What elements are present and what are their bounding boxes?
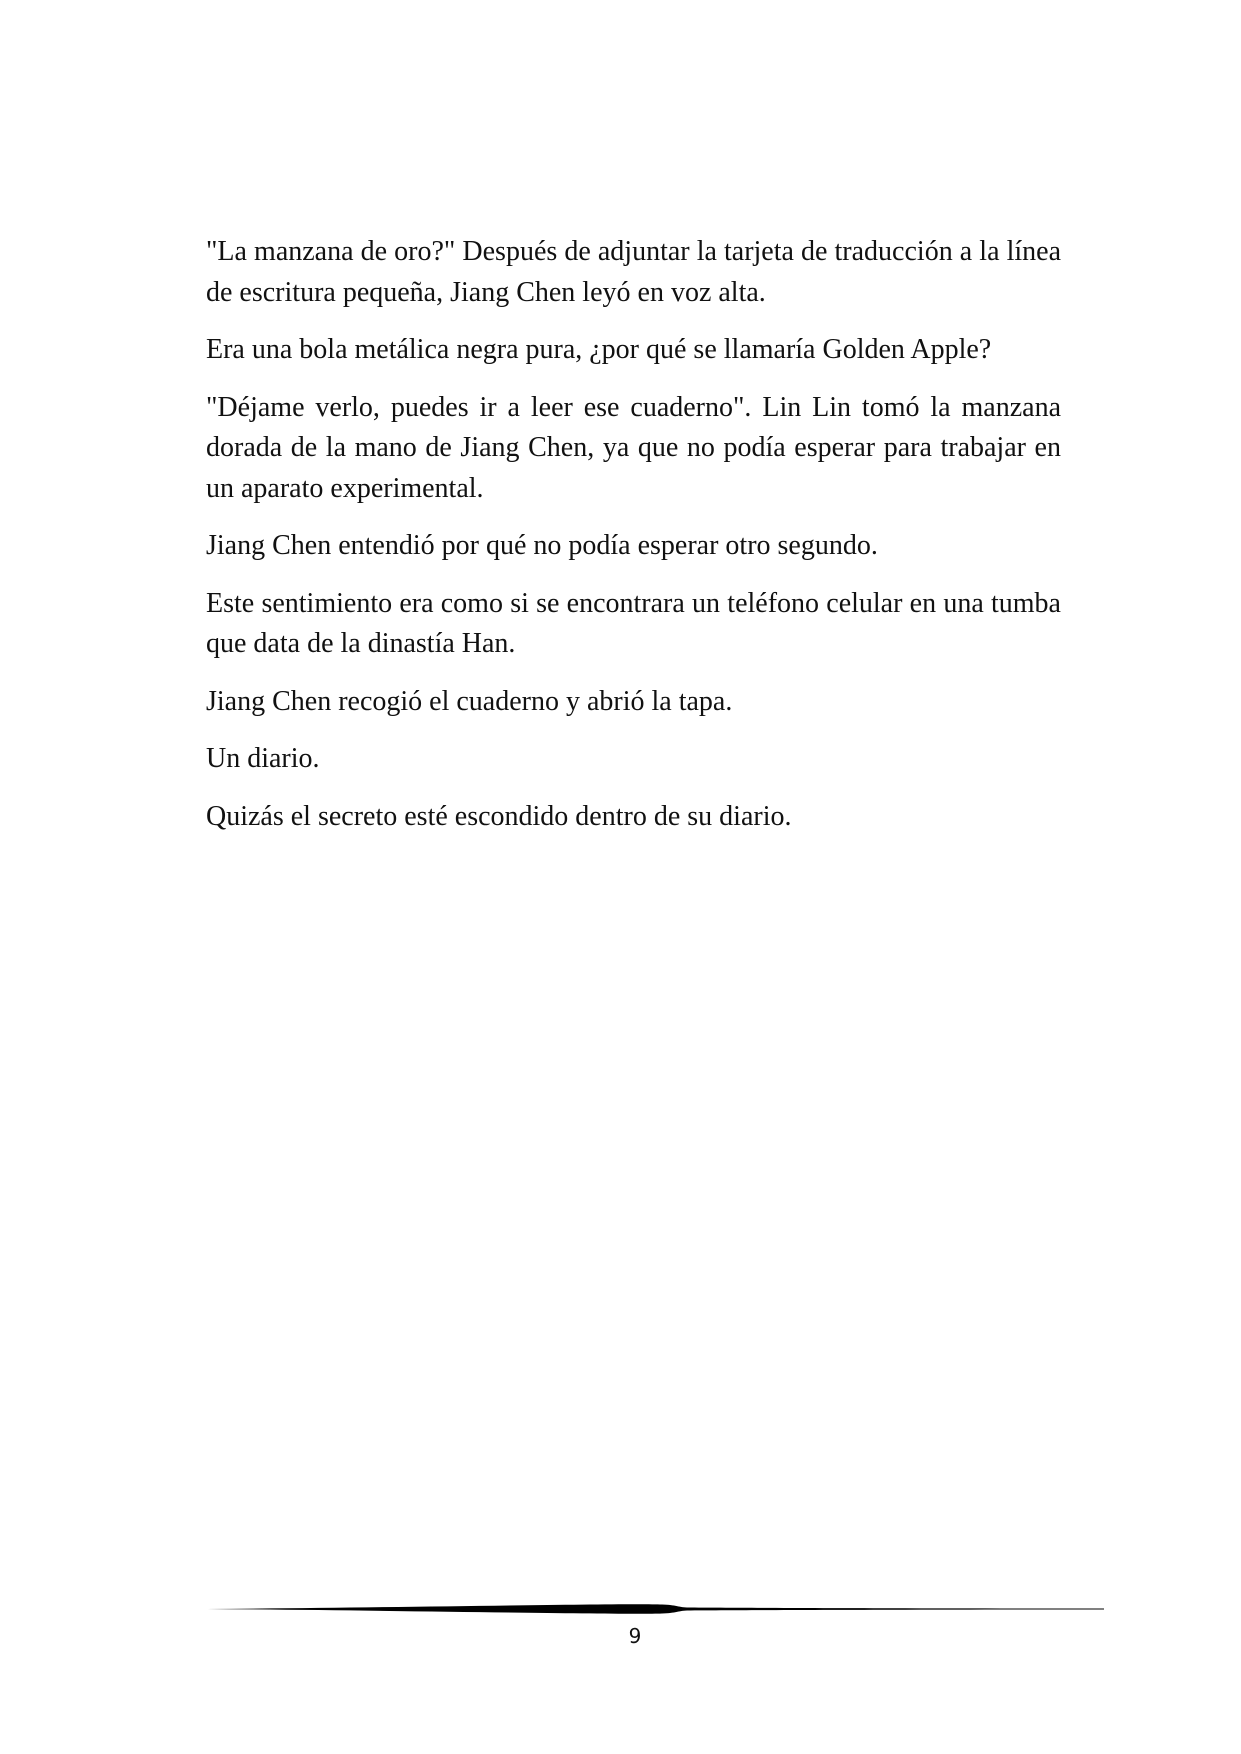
paragraph: Quizás el secreto esté escondido dentro de su diario. xyxy=(206,800,792,832)
footer-divider-stroke xyxy=(207,1604,1104,1614)
paragraph: Era una bola metálica negra pura, ¿por qué se llamaría Golden Apple? xyxy=(206,334,992,365)
paragraph: Jiang Chen recogió el cuaderno y abrió la tapa. xyxy=(206,685,733,717)
paragraph: "Déjame verlo, puedes ir a leer ese cuaderno". Lin Lin tomó la manzana dorada de la mano de Jiang Chen, ya que no podía esperar para trabajar en un aparato experimental. xyxy=(206,391,1061,504)
body-text xyxy=(206,232,1061,854)
paragraph: Un diario. xyxy=(206,743,320,774)
page-number: 9 xyxy=(628,1624,642,1648)
paragraph: Jiang Chen entendió por qué no podía esperar otro segundo. xyxy=(206,530,878,561)
paragraph: Este sentimiento era como si se encontrara un teléfono celular en una tumba que data de la dinastía Han. xyxy=(206,587,1061,659)
paragraph: "La manzana de oro?" Después de adjuntar la tarjeta de traducción a la línea de escritura pequeña, Jiang Chen leyó en voz alta. xyxy=(206,236,1061,308)
footer-divider xyxy=(207,1601,1104,1617)
